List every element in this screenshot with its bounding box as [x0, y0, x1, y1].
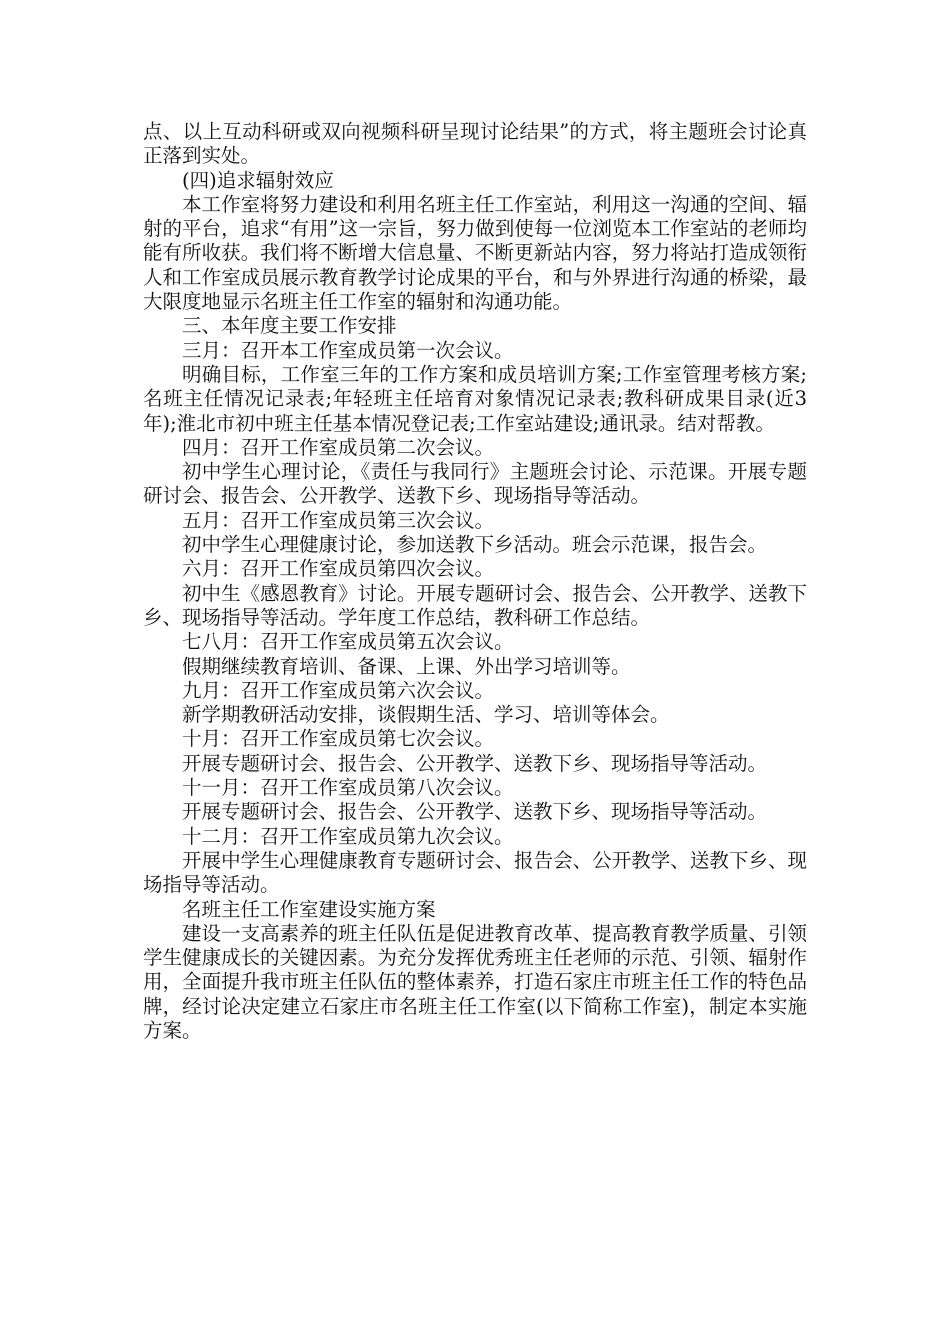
schedule-april-detail: 初中学生心理讨论，《责任与我同行》主题班会讨论、示范课。开展专题研讨会、报告会、公开教学、送教下乡、现场指导等活动。: [143, 460, 807, 508]
schedule-october-title: 十月：召开工作室成员第七次会议。: [182, 727, 495, 751]
paragraph-website: 本工作室将努力建设和利用名班主任工作室站，利用这一沟通的空间、辐射的平台，追求“有用”这一宗旨，努力做到使每一位浏览本工作室站的老师均能有所收获。我们将不断增大信息量、不断更新站内容，努力将站打造成领衔人和工作室成员展示教育教学讨论成果的平台，和与外界进行沟通的桥梁，最大限度地显示名班主任工作室的辐射和沟通功能。: [143, 192, 807, 314]
schedule-december-detail: 开展中学生心理健康教育专题研讨会、报告会、公开教学、送教下乡、现场指导等活动。: [143, 848, 807, 897]
section-heading-radiation: (四)追求辐射效应: [182, 168, 334, 192]
schedule-july-august-title: 七八月：召开工作室成员第五次会议。: [182, 630, 514, 654]
schedule-november-title: 十一月：召开工作室成员第八次会议。: [182, 776, 514, 800]
schedule-march-detail: 明确目标，工作室三年的工作方案和成员培训方案;工作室管理考核方案;名班主任情况记录表;年轻班主任培育对象情况记录表;教科研成果目录(近3年);淮北市初中班主任基本情况登记表;工作室站建设;通讯录。结对帮教。: [143, 362, 807, 435]
schedule-june-title: 六月：召开工作室成员第四次会议。: [182, 557, 495, 581]
schedule-june-detail: 初中生《感恩教育》讨论。开展专题研讨会、报告会、公开教学、送教下乡、现场指导等活动。学年度工作总结，教科研工作总结。: [143, 581, 807, 629]
schedule-july-august-detail: 假期继续教育培训、备课、上课、外出学习培训等。: [182, 654, 631, 678]
schedule-november-detail: 开展专题研讨会、报告会、公开教学、送教下乡、现场指导等活动。: [182, 800, 768, 824]
schedule-september-title: 九月：召开工作室成员第六次会议。: [182, 678, 495, 702]
schedule-march-title: 三月：召开本工作室成员第一次会议。: [182, 338, 514, 362]
schedule-october-detail: 开展专题研讨会、报告会、公开教学、送教下乡、现场指导等活动。: [182, 751, 768, 775]
paragraph-continuation: 点、以上互动科研或双向视频科研呈现讨论结果”的方式，将主题班会讨论真正落到实处。: [143, 120, 807, 168]
schedule-may-title: 五月：召开工作室成员第三次会议。: [182, 508, 495, 532]
schedule-december-title: 十二月：召开工作室成员第九次会议。: [182, 824, 514, 848]
section-heading-annual-plan: 三、本年度主要工作安排: [182, 314, 397, 338]
document-page: [143, 120, 807, 1043]
schedule-may-detail: 初中学生心理健康讨论，参加送教下乡活动。班会示范课，报告会。: [182, 533, 768, 557]
paragraph-introduction: 建设一支高素养的班主任队伍是促进教育改革、提高教育教学质量、引领学生健康成长的关键因素。为充分发挥优秀班主任老师的示范、引领、辐射作用，全面提升我市班主任队伍的整体素养，打造石家庄市班主任工作的特色品牌，经讨论决定建立石家庄市名班主任工作室(以下简称工作室)，制定本实施方案。: [143, 921, 807, 1042]
schedule-april-title: 四月：召开工作室成员第二次会议。: [182, 435, 495, 459]
document-subtitle: 名班主任工作室建设实施方案: [182, 897, 436, 921]
schedule-september-detail: 新学期教研活动安排，谈假期生活、学习、培训等体会。: [182, 703, 670, 727]
